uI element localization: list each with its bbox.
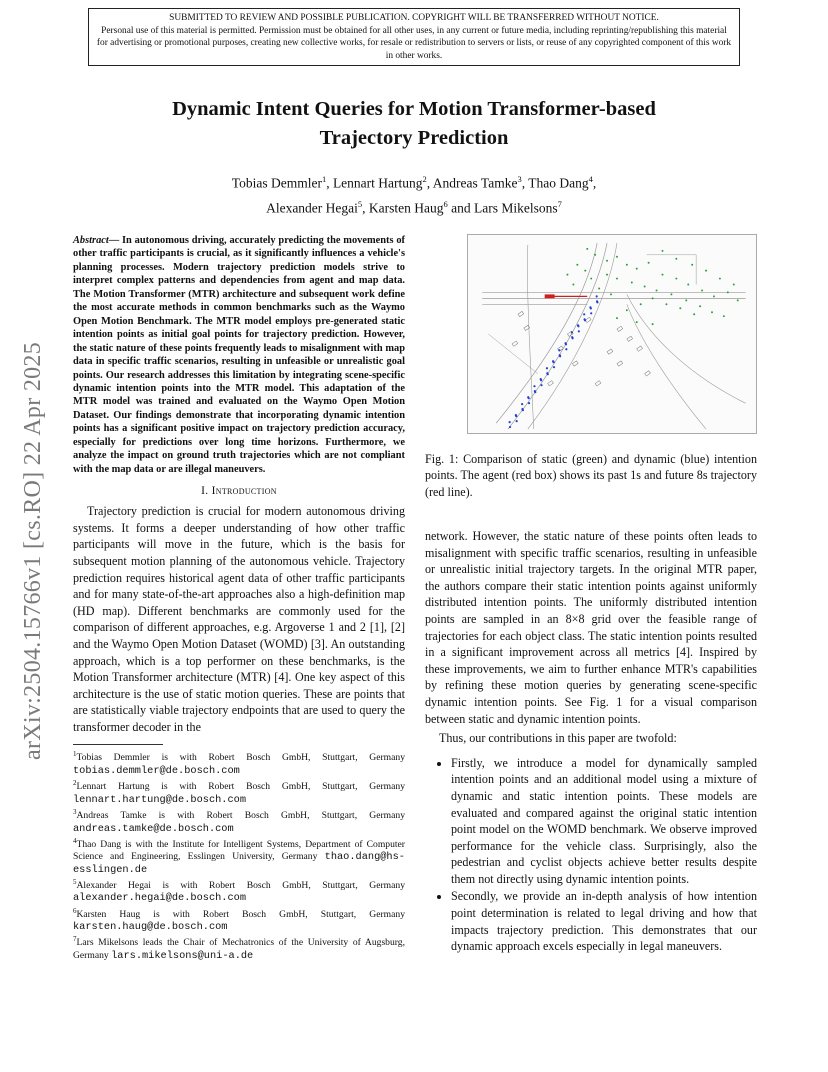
static-intention-point xyxy=(662,274,664,276)
static-intention-point xyxy=(626,309,628,311)
static-intention-point xyxy=(670,293,672,295)
static-intention-point xyxy=(584,270,586,272)
dynamic-intention-point xyxy=(596,295,598,297)
static-intention-point xyxy=(679,307,681,309)
dynamic-intention-point xyxy=(540,379,542,381)
footnote-text: Tobias Demmler is with Robert Bosch GmbH, Stuttgart, Germany xyxy=(76,752,405,764)
static-intention-point xyxy=(705,270,707,272)
static-intention-point xyxy=(665,303,667,305)
static-intention-point xyxy=(616,317,618,319)
section-heading-introduction xyxy=(73,485,405,497)
section-title: Introduction xyxy=(211,485,277,498)
intention-points-map xyxy=(468,235,756,433)
footnote-number: 4 xyxy=(73,836,77,845)
dynamic-intention-point xyxy=(565,343,567,345)
static-intention-point xyxy=(675,258,677,260)
author-name: Karsten Haug xyxy=(368,200,444,215)
footnote xyxy=(73,748,405,777)
dynamic-intention-point xyxy=(522,409,524,411)
arxiv-identifier[interactable]: arXiv:2504.15766v1 [cs.RO] 22 Apr 2025 xyxy=(20,341,46,760)
static-intention-point xyxy=(590,278,592,280)
static-intention-point xyxy=(691,264,693,266)
footnote xyxy=(73,806,405,835)
static-intention-point xyxy=(626,264,628,266)
road-line xyxy=(647,255,697,285)
static-intention-point xyxy=(616,278,618,280)
author-name: Lennart Hartung xyxy=(332,175,423,191)
contributions-intro: Thus, our contributions in this paper are twofold: xyxy=(439,731,677,746)
left-column xyxy=(73,234,405,962)
static-intention-point xyxy=(566,274,568,276)
footnote xyxy=(73,933,405,962)
author-affil: 4 xyxy=(588,174,593,184)
title-line-1: Dynamic Intent Queries for Motion Transformer-based xyxy=(172,98,656,120)
vehicle-box xyxy=(627,336,633,341)
static-intention-point xyxy=(701,289,703,291)
static-intention-point xyxy=(616,256,618,258)
road-line xyxy=(496,243,597,423)
dynamic-intention-point xyxy=(509,421,511,423)
notice-heading: SUBMITTED TO REVIEW AND POSSIBLE PUBLICATION. COPYRIGHT WILL BE TRANSFERRED WITHOUT NOTICE. xyxy=(169,13,659,23)
static-intention-point xyxy=(662,250,664,252)
static-intention-point xyxy=(727,291,729,293)
vehicle-box xyxy=(585,317,591,322)
static-intention-point xyxy=(598,287,600,289)
figure-1 xyxy=(467,234,757,434)
vehicle-box xyxy=(512,341,518,346)
dynamic-intention-point xyxy=(547,373,549,375)
static-intention-point xyxy=(636,268,638,270)
static-intention-point xyxy=(693,313,695,315)
static-intention-point xyxy=(648,262,650,264)
footnotes xyxy=(73,748,405,962)
footnote-text: Alexander Hegai is with Robert Bosch GmbH, Stuttgart, Germany xyxy=(76,880,405,892)
footnote-number: 6 xyxy=(73,906,77,915)
dynamic-intention-point xyxy=(559,355,561,357)
section-number: I. xyxy=(201,485,209,498)
static-intention-point xyxy=(656,289,658,291)
vehicle-box xyxy=(548,381,554,386)
footnote-number: 5 xyxy=(73,877,77,886)
title-line-2: Trajectory Prediction xyxy=(319,127,509,149)
static-intention-point xyxy=(699,305,701,307)
dynamic-intention-point xyxy=(571,331,573,333)
dynamic-intention-point xyxy=(528,402,530,404)
abstract: Abstract— In autonomous driving, accurately predicting the movements of other traffic participants is crucial, as it significantly influences a vehicle's planning processes. Modern trajectory prediction models strive to interpret complex patterns and dependencies from agent and map data. The Motion Transformer (MTR) architecture and subsequent work define the most accurate methods in common benchmarks such as the Waymo Open Motion Benchmark. The MTR model employs pre-generated static intention points as initial goal points for trajectory prediction. However, the static nature of these points frequently leads to misalignment with map data in specific traffic scenarios, resulting in unfeasible or unrealistic goal points. Our research addresses this limitation by integrating scene-specific dynamic intention points into the MTR model. This adaptation of the MTR model was trained and evaluated on the Waymo Open Motion Dataset. Our findings demonstrate that incorporating dynamic intention points has a significant positive impact on trajectory prediction accuracy, especially for predictions over long time horizons. Furthermore, we analyze the impact on ground truth trajectories which are not compliant with the map data or are illegal maneuvers. xyxy=(73,235,405,475)
static-intention-point xyxy=(572,284,574,286)
contribution-item: • Secondly, we provide an in-depth analysis of how intention point determination is related to legal driving and how that impacts trajectory prediction. This demonstrates that our dynamic approach excels especially in legal maneuvers. xyxy=(451,888,757,954)
footnote-email[interactable]: thao.dang@hs-esslingen.de xyxy=(73,851,405,876)
author-affil: 1 xyxy=(321,174,327,184)
footnote-text: Lars Mikelsons leads the Chair of Mechatronics of the University of Augsburg, Germany xyxy=(73,937,405,961)
footnote xyxy=(73,835,405,876)
road-line xyxy=(528,243,617,429)
author-name: Lars Mikelsons xyxy=(474,200,558,215)
vehicle-box xyxy=(637,346,643,351)
vehicle-box xyxy=(645,371,651,376)
vehicle-box xyxy=(595,381,601,386)
static-intention-point xyxy=(576,264,578,266)
intro-paragraph-continued: network. However, the static nature of these points often leads to misalignment with specific traffic scenarios, resulting in unfeasible or unrealistic initial trajectory targets. In the original MTR paper, the authors compare their static intention points against uniformly distributed intention points. The uniformly distributed intention points are sampled in an 8×8 grid over the feasible range of trajectories for each object class. The static intention points resulted in a significant improvement across all metrics [4]. Inspired by these improvements, we aim to further enhance MTR's capabilities by refining these motion queries by generating scene-specific dynamic intention points. See Fig. 1 for a visual comparison between static and dynamic intention points. xyxy=(425,529,757,726)
dynamic-intention-point xyxy=(553,361,555,363)
footnote-number: 3 xyxy=(73,808,77,817)
static-intention-point xyxy=(737,299,739,301)
footnote-number: 1 xyxy=(73,750,77,759)
static-intention-point xyxy=(711,311,713,313)
static-intention-point xyxy=(719,278,721,280)
footnote-divider xyxy=(73,744,163,745)
footnote-email[interactable]: lennart.hartung@de.bosch.com xyxy=(73,793,247,806)
static-intention-point xyxy=(610,293,612,295)
paper-title xyxy=(100,95,728,153)
footnote-text: Lennart Hartung is with Robert Bosch GmbH, Stuttgart, Germany xyxy=(76,781,405,793)
dynamic-intention-point xyxy=(558,349,560,351)
static-intention-point xyxy=(652,297,654,299)
author-and: and xyxy=(451,200,471,215)
author-list xyxy=(100,169,728,218)
static-intention-point xyxy=(723,315,725,317)
dynamic-intention-point xyxy=(584,319,586,321)
figure-caption: Fig. 1: Comparison of static (green) and dynamic (blue) intention points. The agent (red box) shows its past 1s and future 8s trajectory (red line). xyxy=(425,452,757,499)
static-intention-point xyxy=(652,323,654,325)
abstract-label: Abstract xyxy=(73,235,109,246)
static-intention-point xyxy=(644,285,646,287)
road-line xyxy=(508,243,607,429)
dynamic-intention-point xyxy=(521,403,523,405)
author-affil: 5 xyxy=(357,198,363,209)
static-intention-point xyxy=(586,248,588,250)
dynamic-intention-point xyxy=(516,420,518,422)
author-affil: 2 xyxy=(422,174,427,184)
intro-paragraph: Trajectory prediction is crucial for modern autonomous driving systems. It forms a deeper understanding of how other traffic participants will move in the future, which is the basis for subsequent motion planning of the autonomous vehicle. Trajectory prediction requires historical agent data of other traffic participants and for many state-of-the-art approaches also a high-definition map (HD map). Different benchmarks are commonly used for the comparison of different approaches, e.g. Argoverse 1 and 2 [1], [2] and the Waymo Open Motion Dataset (WOMD) [3]. An outstanding approach, which is a top performer on these benchmarks, is the Motion Transformer architecture (MTR) [4]. One key aspect of this architecture is the use of static motion queries. These are points that are statistically viable trajectory endpoints that are used to query the transformer decoder in the xyxy=(73,504,405,734)
notice-body: Personal use of this material is permitted. Permission must be obtained for all other uses, in any current or future media, including reprinting/republishing this material for advertising or promotional purposes, creating new collective works, for resale or redistribution to servers or lists, or reuse of any copyrighted component of this work in other works. xyxy=(96,25,732,61)
dynamic-intention-point xyxy=(540,384,542,386)
dynamic-intention-point xyxy=(596,301,598,303)
static-intention-point xyxy=(640,303,642,305)
author-affil: 7 xyxy=(557,198,562,209)
static-intention-point xyxy=(631,282,633,284)
footnote-email[interactable]: lars.mikelsons@uni-a.de xyxy=(111,949,254,962)
author-affil: 3 xyxy=(517,174,522,184)
contributions-list xyxy=(425,755,757,955)
dynamic-intention-point xyxy=(572,337,574,339)
vehicle-box xyxy=(617,361,623,366)
contribution-item: • Firstly, we introduce a model for dynamically sampled intention points and an additional model using a mixture of dynamic and static intention points. These models are evaluated and compared against the original static intention point model on the WOMD benchmark. We observe improved performance for the vehicle class. Surprisingly, also the pedestrian and cyclist objects achieve better results despite them not directly using dynamic intention points. xyxy=(451,755,757,888)
static-intention-point xyxy=(606,274,608,276)
vehicle-box xyxy=(518,311,524,316)
footnote-email[interactable]: alexander.hegai@de.bosch.com xyxy=(73,892,247,905)
dynamic-intention-point xyxy=(583,313,585,315)
static-intention-point xyxy=(685,299,687,301)
vehicle-box xyxy=(617,326,623,331)
footnote-email[interactable]: karsten.haug@de.bosch.com xyxy=(73,921,228,934)
vehicle-box xyxy=(572,361,578,366)
static-intention-point xyxy=(636,321,638,323)
dynamic-intention-point xyxy=(534,391,536,393)
dynamic-intention-point xyxy=(577,325,579,327)
author-affil: 6 xyxy=(443,198,448,209)
dynamic-intention-point xyxy=(553,366,555,368)
footnote-text: Thao Dang is with the Institute for Intelligent Systems, Department of Computer Science and Engineering, Esslingen University, Germany xyxy=(73,839,405,863)
dynamic-intention-point xyxy=(578,330,580,332)
dynamic-intention-point xyxy=(590,307,592,309)
author-name: Andreas Tamke xyxy=(432,175,518,191)
dynamic-intention-point xyxy=(546,367,548,369)
authors-line-2: Alexander Hegai$^5$, Karsten Haug$^6$ and Lars Mikelsons$^7$ xyxy=(266,198,562,215)
static-intention-point xyxy=(594,254,596,256)
copyright-notice xyxy=(88,8,740,66)
static-intention-point xyxy=(675,278,677,280)
footnote-number: 2 xyxy=(73,779,77,788)
footnote xyxy=(73,905,405,934)
footnote-text: Andreas Tamke is with Robert Bosch GmbH, Stuttgart, Germany xyxy=(76,810,405,822)
footnote-email[interactable]: andreas.tamke@de.bosch.com xyxy=(73,822,234,835)
dynamic-intention-point xyxy=(590,312,592,314)
vehicle-box xyxy=(607,349,613,354)
authors-line-1: Tobias Demmler$^1$, Lennart Hartung$^2$, Andreas Tamke$^3$, Thao Dang$^4$, xyxy=(231,174,597,191)
road-line xyxy=(627,304,706,429)
static-intention-point xyxy=(606,260,608,262)
dynamic-intention-point xyxy=(565,348,567,350)
static-intention-point xyxy=(733,284,735,286)
author-name: Alexander Hegai xyxy=(266,200,358,215)
road-line xyxy=(627,294,746,403)
footnote xyxy=(73,876,405,905)
static-intention-point xyxy=(713,295,715,297)
author-name: Tobias Demmler xyxy=(231,175,322,191)
author-name: Thao Dang xyxy=(528,175,589,191)
right-column xyxy=(425,528,757,956)
dynamic-intention-point xyxy=(533,385,535,387)
dynamic-intention-point xyxy=(528,397,530,399)
footnote-number: 7 xyxy=(73,935,77,944)
footnote-email[interactable]: tobias.demmler@de.bosch.com xyxy=(73,764,240,777)
footnote-text: Karsten Haug is with Robert Bosch GmbH, Stuttgart, Germany xyxy=(76,908,405,920)
dynamic-intention-point xyxy=(509,426,511,428)
abstract-text: In autonomous driving, accurately predicting the movements of other traffic participants is crucial, as it significantly influences a vehicle's planning processes. Modern trajectory prediction models strive to interpret complex patterns and dependencies from agent and map data. The Motion Transformer (MTR) architecture and subsequent work define the most accurate methods in common benchmarks such as the Waymo Open Motion Benchmark. The MTR model employs pre-generated static intention points as initial goal points for trajectory prediction. However, the static nature of these points frequently leads to misalignment with map data in specific traffic scenarios, resulting in unfeasible or unrealistic goal points. Our research addresses this limitation by integrating scene-specific dynamic intention points into the MTR model. This adaptation of the MTR model was trained and evaluated on the Waymo Open Motion Dataset. Our findings demonstrate that incorporating dynamic intention points has a significant positive impact on trajectory prediction accuracy, especially for predictions over long time horizons. Furthermore, we analyze the impact on ground truth trajectories which are not compliant with the map data or are illegal maneuvers. xyxy=(73,235,405,475)
dynamic-intention-point xyxy=(515,415,517,417)
footnote xyxy=(73,777,405,806)
static-intention-point xyxy=(687,284,689,286)
